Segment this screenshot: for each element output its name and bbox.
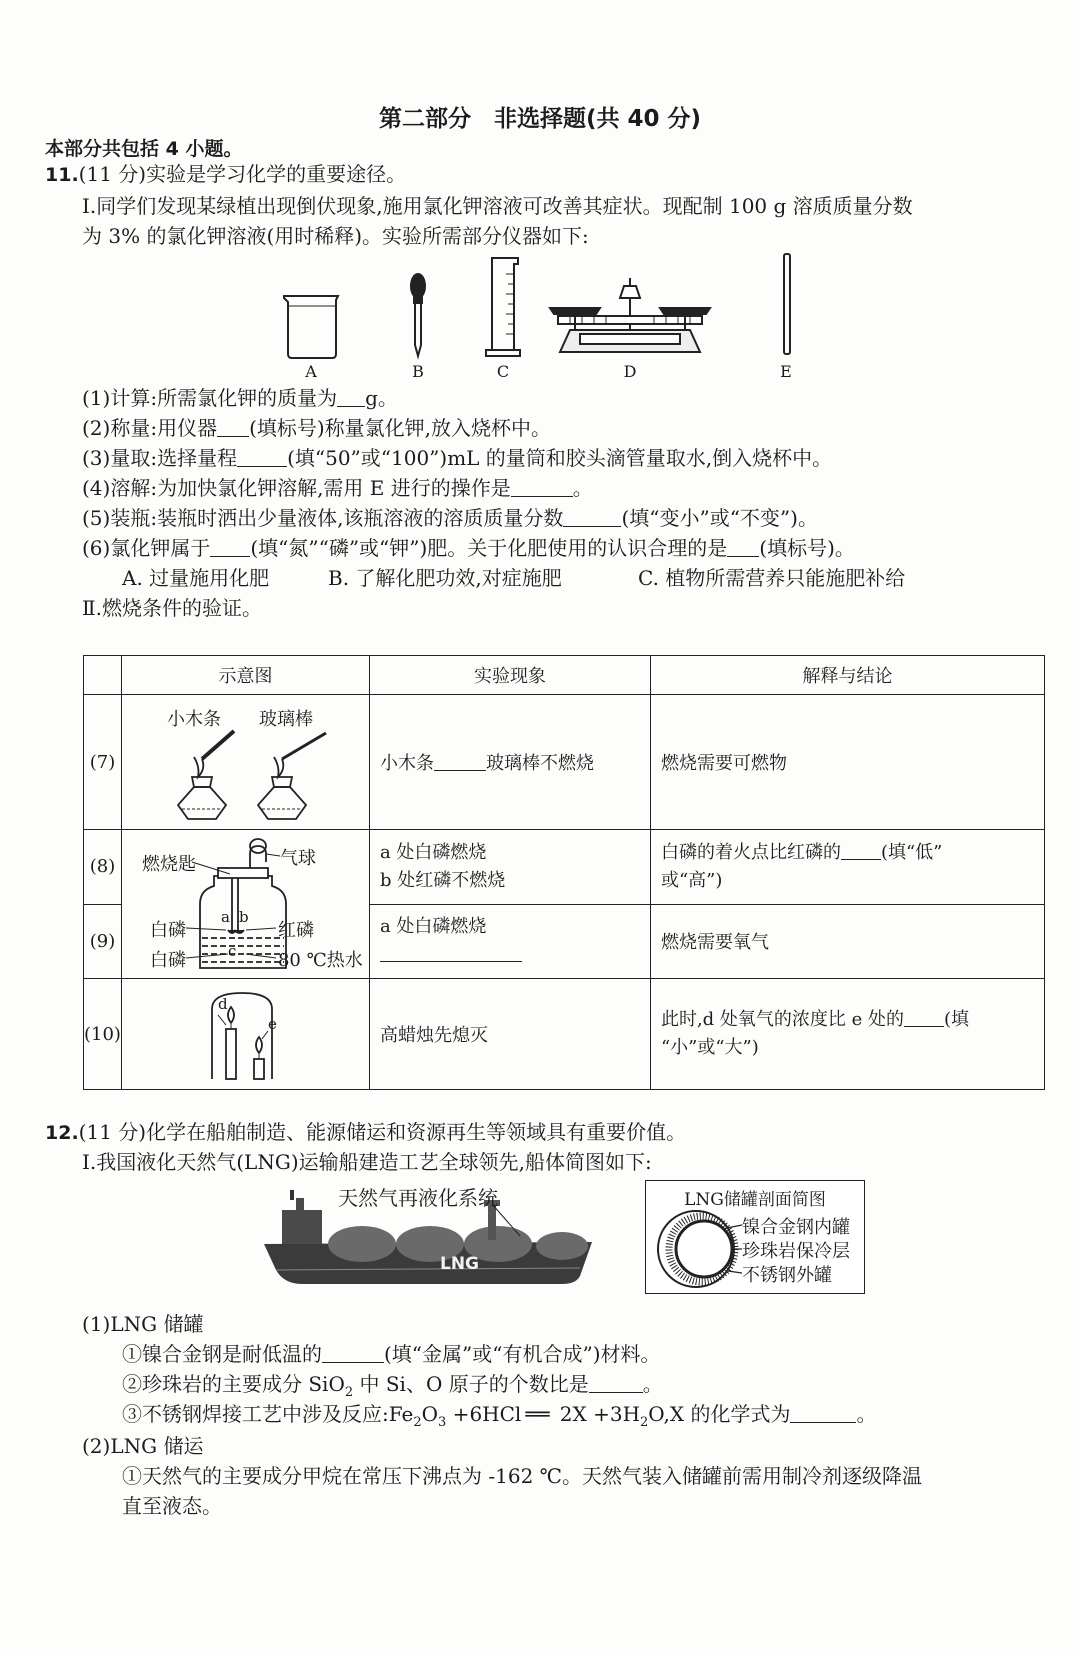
candles-icon — [122, 979, 369, 1089]
graduated-cylinder-icon — [486, 258, 520, 356]
q12-1-1 — [122, 1340, 661, 1368]
label-a: a — [220, 908, 230, 926]
label-glass-rod: 玻璃棒 — [258, 709, 313, 730]
tank-section-box — [645, 1180, 865, 1294]
answer-blank[interactable] — [337, 388, 365, 407]
beaker-icon — [284, 296, 338, 358]
label-red-phosphorus: 红磷 — [277, 920, 314, 941]
subscript: 3 — [438, 1415, 447, 1430]
eq-end: 。 — [856, 1402, 877, 1426]
q11-5 — [82, 504, 818, 532]
table-row — [84, 979, 1045, 1090]
answer-blank[interactable] — [841, 841, 881, 860]
q11-1-end: g。 — [365, 386, 398, 410]
table-row — [84, 695, 1045, 830]
label-hot-water: 80 ℃热水 — [277, 950, 363, 971]
q12-1-3 — [122, 1400, 876, 1437]
conclusion-cell-10 — [650, 979, 1044, 1090]
phenomenon-cell-8 — [369, 830, 650, 905]
concl-text: 此时,d 处氧气的浓度比 e 处的 — [660, 1009, 905, 1030]
conclusion-cell-7: 燃烧需要可燃物 — [650, 695, 1044, 830]
instrument-label-a: A — [305, 362, 317, 381]
label-d: d — [217, 995, 228, 1013]
q11-6-option-a: A. 过量施用化肥 — [122, 566, 270, 590]
q11-6-mid: (填“氮”“磷”或“钾”)肥。关于化肥使用的认识合理的是 — [250, 536, 728, 560]
dropper-icon — [411, 274, 425, 356]
q11-4-end: 。 — [572, 476, 593, 500]
q12-2-1-line1: ①天然气的主要成分甲烷在常压下沸点为 -162 ℃。天然气装入储罐前需用制冷剂逐级降温 — [122, 1464, 923, 1488]
q12-sub1-title: (1)LNG 储罐 — [82, 1312, 204, 1336]
conclusion-cell-9: 燃烧需要氧气 — [650, 904, 1044, 979]
q11-2-text: (2)称量:用仪器 — [82, 416, 218, 440]
q11-intro-line1: Ⅰ.同学们发现某绿植出现倒伏现象,施用氯化钾溶液可改善其症状。现配制 100 g 溶质质量分数 — [82, 194, 913, 218]
phenomenon-cell-9 — [369, 904, 650, 979]
q12-number: 12. — [45, 1122, 79, 1144]
tank-rings-icon — [652, 1205, 742, 1291]
alcohol-lamps-icon — [122, 695, 369, 829]
header-phenomenon: 实验现象 — [369, 656, 650, 695]
answer-blank[interactable] — [727, 538, 759, 557]
concl-line: 或“高”) — [660, 869, 723, 891]
answer-blank[interactable] — [237, 448, 287, 467]
q11-header — [45, 160, 406, 189]
eq-part: ③不锈钢焊接工艺中涉及反应:Fe — [122, 1402, 414, 1426]
row-number: (7) — [84, 695, 122, 830]
table-row — [84, 830, 1045, 905]
q11-2-end: (填标号)称量氯化钾,放入烧杯中。 — [249, 416, 552, 440]
tank-section-title: LNG储罐剖面简图 — [684, 1190, 826, 1210]
row-number: (8) — [84, 830, 122, 905]
obs-line: a 处白磷燃烧 — [379, 841, 487, 863]
answer-blank[interactable] — [904, 1008, 944, 1027]
balance-icon — [550, 278, 710, 352]
q12-1-2-end: 。 — [642, 1372, 663, 1396]
tank-layer-inner: 镍合金钢内罐 — [742, 1217, 850, 1238]
label-e: e — [267, 1015, 277, 1033]
q11-3-text: (3)量取:选择量程 — [82, 446, 238, 470]
obs-text-end: 玻璃棒不燃烧 — [485, 753, 594, 774]
answer-blank[interactable] — [210, 538, 250, 557]
obs-line: a 处白磷燃烧 — [379, 916, 487, 938]
q12-2-1-line2: 直至液态。 — [122, 1494, 222, 1518]
instrument-label-d: D — [623, 362, 637, 381]
label-burning-spoon: 燃烧匙 — [141, 854, 196, 875]
concl-text-end: (填“低” — [880, 841, 943, 863]
q11-3 — [82, 444, 832, 472]
q12-1-2-mid: 中 Si、O 原子的个数比是 — [353, 1372, 589, 1396]
q11-4-text: (4)溶解:为加快氯化钾溶解,需用 E 进行的操作是 — [82, 476, 511, 500]
obs-text: 小木条 — [379, 753, 434, 774]
instrument-label-b: B — [412, 362, 424, 381]
answer-blank[interactable] — [790, 1404, 856, 1423]
label-white-phosphorus-a: 白磷 — [149, 920, 186, 941]
eq-part: +6HCl — [446, 1402, 522, 1426]
ship-label-reliquefaction: 天然气再液化系统 — [338, 1186, 498, 1210]
q12-1-1-end: (填“金属”或“有机合成”)材料。 — [384, 1342, 661, 1366]
q11-6-option-c: C. 植物所需营养只能施肥补给 — [638, 566, 906, 590]
row-number: (10) — [84, 979, 122, 1090]
subscript: 2 — [640, 1415, 649, 1430]
tank-layer-insulation: 珍珠岩保冷层 — [742, 1241, 850, 1262]
q11-number: 11. — [45, 164, 79, 186]
q11-6-end: (填标号)。 — [759, 536, 855, 560]
eq-part: 2X +3H — [553, 1402, 641, 1426]
q11-intro-line2: 为 3% 的氯化钾溶液(用时稀释)。实验所需部分仪器如下: — [82, 224, 589, 248]
row-number: (9) — [84, 904, 122, 979]
equals-sign: ══ — [525, 1402, 550, 1426]
subscript: 2 — [413, 1415, 422, 1430]
diagram-cell-8-9 — [121, 830, 369, 979]
instrument-label-c: C — [496, 362, 510, 381]
answer-blank[interactable] — [380, 943, 522, 962]
answer-blank[interactable] — [563, 508, 621, 527]
q12-intro: Ⅰ.我国液化天然气(LNG)运输船建造工艺全球领先,船体简图如下: — [82, 1150, 652, 1174]
eq-part: O — [421, 1402, 439, 1426]
section-title: 第二部分 非选择题(共 40 分) — [378, 106, 702, 132]
q12-header — [45, 1118, 686, 1147]
q12-header-text: (11 分)化学在船舶制造、能源储运和资源再生等领域具有重要价值。 — [78, 1120, 687, 1144]
concl-text-end: (填 — [944, 1009, 970, 1030]
phenomenon-cell-10: 高蜡烛先熄灭 — [369, 979, 650, 1090]
answer-blank[interactable] — [589, 1374, 643, 1393]
q11-1 — [82, 384, 398, 412]
label-c: c — [227, 942, 237, 960]
q11-5-text: (5)装瓶:装瓶时洒出少量液体,该瓶溶液的溶质质量分数 — [82, 506, 564, 530]
q11-part2-intro: Ⅱ.燃烧条件的验证。 — [82, 596, 262, 620]
header-conclusion: 解释与结论 — [650, 656, 1044, 695]
q11-6-text: (6)氯化钾属于 — [82, 536, 211, 560]
header-diagram: 示意图 — [121, 656, 369, 695]
tank-layer-outer: 不锈钢外罐 — [742, 1265, 832, 1286]
label-b: b — [238, 908, 249, 926]
label-wood-stick: 小木条 — [166, 709, 221, 730]
phenomenon-cell-7 — [369, 695, 650, 830]
answer-blank[interactable] — [322, 1344, 384, 1363]
q12-sub2-title: (2)LNG 储运 — [82, 1434, 204, 1458]
combustion-table — [83, 655, 1045, 1090]
instrument-label-e: E — [780, 362, 792, 381]
q11-header-text: (11 分)实验是学习化学的重要途径。 — [78, 162, 407, 186]
q11-6 — [82, 534, 855, 562]
q11-1-text: (1)计算:所需氯化钾的质量为 — [82, 386, 338, 410]
table-header-row — [84, 656, 1045, 695]
concl-text: 白磷的着火点比红磷的 — [660, 841, 841, 863]
q11-3-end: (填“50”或“100”)mL 的量筒和胶头滴管量取水,倒入烧杯中。 — [287, 446, 833, 470]
q12-1-1-text: ①镍合金钢是耐低温的 — [122, 1342, 322, 1366]
label-balloon: 气球 — [279, 848, 316, 869]
q11-4 — [82, 474, 593, 502]
glass-rod-icon — [784, 254, 790, 354]
section-note: 本部分共包括 4 小题。 — [45, 138, 243, 160]
eq-part: O,X 的化学式为 — [648, 1402, 791, 1426]
diagram-cell-10 — [121, 979, 369, 1090]
subscript: 2 — [344, 1385, 354, 1400]
obs-line: b 处红磷不燃烧 — [379, 869, 506, 891]
q12-1-2-text: ②珍珠岩的主要成分 SiO — [122, 1372, 345, 1396]
conclusion-cell-8 — [650, 830, 1044, 905]
q11-2 — [82, 414, 551, 442]
answer-blank[interactable] — [511, 478, 573, 497]
answer-blank[interactable] — [434, 752, 486, 771]
concl-line: “小”或“大”) — [660, 1037, 759, 1058]
q11-6-option-b: B. 了解化肥功效,对症施肥 — [328, 566, 562, 590]
diagram-cell-7 — [121, 695, 369, 830]
instruments-figure — [270, 250, 860, 375]
ship-hull-text: LNG — [440, 1254, 480, 1274]
q11-5-end: (填“变小”或“不变”)。 — [621, 506, 818, 530]
answer-blank[interactable] — [217, 418, 249, 437]
label-white-phosphorus-c: 白磷 — [149, 950, 186, 971]
